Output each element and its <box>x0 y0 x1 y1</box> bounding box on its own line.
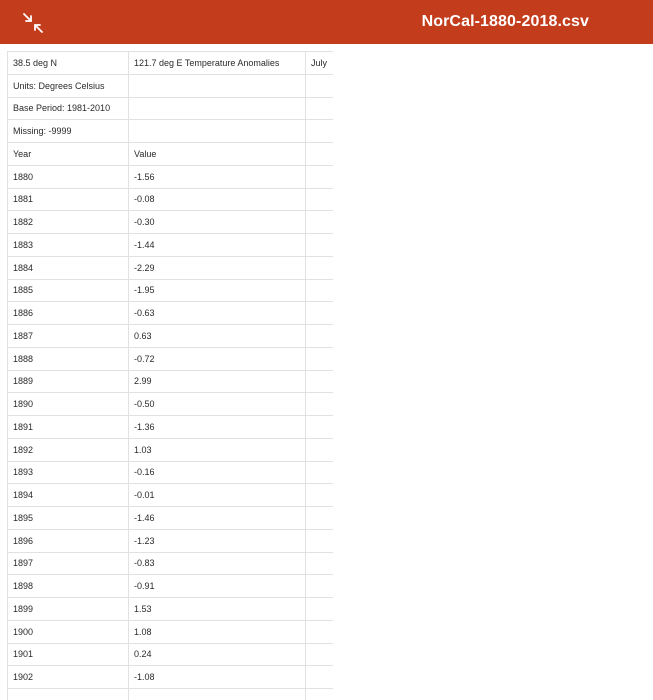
table-cell[interactable] <box>129 97 306 120</box>
table-cell[interactable] <box>306 484 334 507</box>
table-cell[interactable]: 1900 <box>8 620 129 643</box>
table-cell[interactable] <box>306 143 334 166</box>
table-cell[interactable]: 1893 <box>8 461 129 484</box>
table-row <box>8 529 334 552</box>
table-cell[interactable]: Year <box>8 143 129 166</box>
table-cell[interactable]: 1898 <box>8 575 129 598</box>
table-cell[interactable]: -1.95 <box>129 279 306 302</box>
table-row <box>8 643 334 666</box>
table-cell[interactable]: -1.23 <box>129 529 306 552</box>
table-cell[interactable]: 1887 <box>8 325 129 348</box>
table-cell[interactable] <box>306 120 334 143</box>
table-cell[interactable] <box>306 234 334 257</box>
table-cell[interactable]: -0.50 <box>129 393 306 416</box>
table-cell[interactable]: -2.29 <box>129 256 306 279</box>
table-cell[interactable]: 1899 <box>8 598 129 621</box>
table-row <box>8 188 334 211</box>
table-cell[interactable] <box>306 370 334 393</box>
table-cell[interactable]: -0.83 <box>129 552 306 575</box>
collapse-arrows-icon[interactable] <box>22 12 44 34</box>
csv-spreadsheet[interactable] <box>7 51 333 700</box>
table-cell[interactable]: 121.7 deg E Temperature Anomalies <box>129 52 306 75</box>
table-cell[interactable] <box>306 256 334 279</box>
table-cell[interactable]: 1896 <box>8 529 129 552</box>
table-cell[interactable] <box>306 97 334 120</box>
table-cell[interactable]: -0.08 <box>129 188 306 211</box>
table-cell[interactable]: -1.56 <box>129 165 306 188</box>
table-cell[interactable]: 1885 <box>8 279 129 302</box>
table-cell[interactable]: 1889 <box>8 370 129 393</box>
table-cell[interactable]: 38.5 deg N <box>8 52 129 75</box>
table-cell[interactable]: Value <box>129 143 306 166</box>
table-row <box>8 279 334 302</box>
table-cell[interactable] <box>306 507 334 530</box>
table-cell[interactable] <box>8 689 129 700</box>
table-cell[interactable] <box>306 438 334 461</box>
table-cell[interactable]: 1902 <box>8 666 129 689</box>
table-cell[interactable]: 1881 <box>8 188 129 211</box>
table-cell[interactable] <box>129 120 306 143</box>
table-cell[interactable]: -1.46 <box>129 507 306 530</box>
table-cell[interactable] <box>306 552 334 575</box>
table-cell[interactable]: -1.08 <box>129 666 306 689</box>
table-cell[interactable] <box>306 393 334 416</box>
table-cell[interactable] <box>306 461 334 484</box>
table-cell[interactable] <box>306 74 334 97</box>
table-cell[interactable]: 1.03 <box>129 438 306 461</box>
table-row <box>8 393 334 416</box>
table-row <box>8 256 334 279</box>
table-cell[interactable] <box>306 416 334 439</box>
table-cell[interactable] <box>306 598 334 621</box>
table-cell[interactable] <box>306 211 334 234</box>
table-cell[interactable]: 1.53 <box>129 598 306 621</box>
table-cell[interactable]: 1901 <box>8 643 129 666</box>
table-cell[interactable]: 0.63 <box>129 325 306 348</box>
table-cell[interactable] <box>306 620 334 643</box>
table-row <box>8 461 334 484</box>
table-row <box>8 234 334 257</box>
table-row <box>8 575 334 598</box>
table-row <box>8 97 334 120</box>
table-cell[interactable] <box>306 302 334 325</box>
table-cell[interactable] <box>306 689 334 700</box>
table-cell[interactable]: -1.44 <box>129 234 306 257</box>
table-cell[interactable]: -0.01 <box>129 484 306 507</box>
table-cell[interactable]: -0.72 <box>129 347 306 370</box>
table-row <box>8 74 334 97</box>
table-row <box>8 165 334 188</box>
table-cell[interactable]: -0.63 <box>129 302 306 325</box>
table-cell[interactable] <box>129 689 306 700</box>
table-row <box>8 620 334 643</box>
table-cell[interactable]: -0.16 <box>129 461 306 484</box>
table-cell[interactable]: 1883 <box>8 234 129 257</box>
table-cell[interactable]: -1.36 <box>129 416 306 439</box>
table-row <box>8 416 334 439</box>
table-cell[interactable]: 0.24 <box>129 643 306 666</box>
table-cell[interactable]: 1884 <box>8 256 129 279</box>
table-row <box>8 302 334 325</box>
table-cell[interactable]: 1892 <box>8 438 129 461</box>
table-cell[interactable]: 1886 <box>8 302 129 325</box>
table-row <box>8 484 334 507</box>
table-cell[interactable]: Base Period: 1981-2010 <box>8 97 129 120</box>
table-row <box>8 552 334 575</box>
table-cell[interactable] <box>306 529 334 552</box>
table-row <box>8 120 334 143</box>
table-cell[interactable]: 1895 <box>8 507 129 530</box>
table-cell[interactable]: 1894 <box>8 484 129 507</box>
file-viewer-header <box>0 0 653 44</box>
table-cell[interactable] <box>129 74 306 97</box>
table-row <box>8 598 334 621</box>
table-row <box>8 211 334 234</box>
table-row <box>8 666 334 689</box>
table-cell[interactable]: Missing: -9999 <box>8 120 129 143</box>
table-cell[interactable] <box>306 575 334 598</box>
table-row <box>8 370 334 393</box>
table-cell[interactable]: 2.99 <box>129 370 306 393</box>
table-cell[interactable]: 1.08 <box>129 620 306 643</box>
table-cell[interactable]: -0.30 <box>129 211 306 234</box>
table-row <box>8 52 334 75</box>
table-cell[interactable] <box>306 188 334 211</box>
table-cell[interactable]: 1888 <box>8 347 129 370</box>
table-cell[interactable]: July <box>306 52 334 75</box>
table-cell[interactable] <box>306 643 334 666</box>
table-cell[interactable]: 1897 <box>8 552 129 575</box>
table-cell[interactable] <box>306 666 334 689</box>
table-cell[interactable]: -0.91 <box>129 575 306 598</box>
table-row <box>8 143 334 166</box>
table-cell[interactable] <box>306 165 334 188</box>
table-cell[interactable]: 1891 <box>8 416 129 439</box>
table-row <box>8 507 334 530</box>
table-cell[interactable] <box>306 279 334 302</box>
csv-table <box>7 51 333 700</box>
table-row <box>8 347 334 370</box>
table-cell[interactable]: Units: Degrees Celsius <box>8 74 129 97</box>
table-cell[interactable]: 1890 <box>8 393 129 416</box>
file-title: NorCal-1880-2018.csv <box>421 13 589 30</box>
table-cell[interactable]: 1882 <box>8 211 129 234</box>
table-row <box>8 325 334 348</box>
table-cell[interactable] <box>306 347 334 370</box>
table-row <box>8 689 334 700</box>
table-row <box>8 438 334 461</box>
table-cell[interactable]: 1880 <box>8 165 129 188</box>
table-cell[interactable] <box>306 325 334 348</box>
